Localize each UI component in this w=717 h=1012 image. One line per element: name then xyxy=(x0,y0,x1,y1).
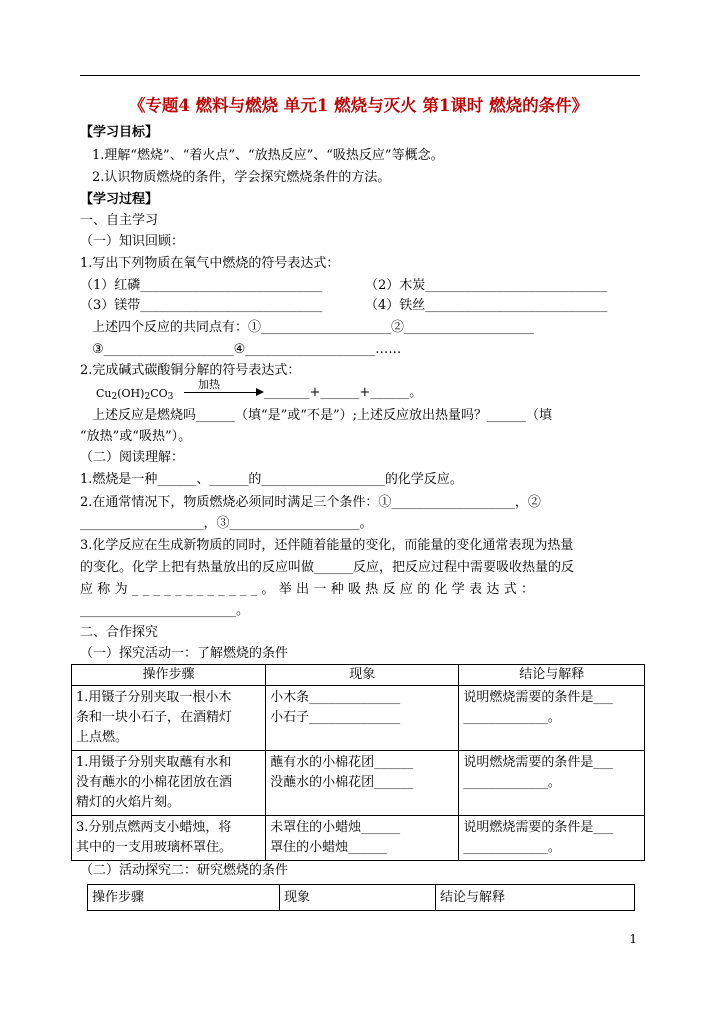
question: 2.完成碱式碳酸铜分解的符号表达式： xyxy=(80,363,301,378)
conclusion-cell: 说明燃烧需要的条件是___ _____________。 xyxy=(459,686,645,751)
table-header-row xyxy=(88,885,635,911)
section-heading: 二、合作探究 xyxy=(80,625,159,640)
phenomenon-cell: 蘸有水的小棉花团______ 没蘸水的小棉花团______ xyxy=(266,751,459,816)
subsection-heading: （一）知识回顾： xyxy=(80,234,185,249)
goal-item: 2.认识物质燃烧的条件，学会探究燃烧条件的方法。 xyxy=(92,170,391,185)
table-header-row xyxy=(72,665,645,686)
answer-line: （1）红磷____________________________ xyxy=(80,278,323,293)
table-header-cell: 操作步骤 xyxy=(88,885,280,911)
paragraph-line: 3.化学反应在生成新物质的同时，还伴随着能量的变化，而能量的变化通常表现为热量 xyxy=(80,538,574,553)
question: 1.写出下列物质在氧气中燃烧的符号表达式： xyxy=(80,256,340,271)
step-cell: 1.用镊子分别夹取一根小木 条和一块小石子，在酒精灯 上点燃。 xyxy=(72,686,266,751)
answer-line: ③____________________④____________________…… xyxy=(92,342,402,357)
answer-line: ___________________，③____________________。 xyxy=(80,516,373,531)
table-header-cell: 操作步骤 xyxy=(72,665,266,686)
chemical-formula: $Cu_2(OH)_2CO_3$ xyxy=(96,387,174,402)
table-header-cell: 现象 xyxy=(266,665,459,686)
answer-line: （4）铁丝____________________________ xyxy=(365,298,608,313)
paragraph-line: ________________________。 xyxy=(80,603,250,618)
step-cell: 3.分别点燃两支小蜡烛，将 其中的一支用玻璃杯罩住。 xyxy=(72,816,266,861)
reaction-condition: 加热 xyxy=(198,378,220,391)
phenomenon-cell: 未罩住的小蜡烛______ 罩住的小蜡烛______ xyxy=(266,816,459,861)
goals-heading: 【学习目标】 xyxy=(80,125,159,140)
reaction-arrow-icon xyxy=(184,392,256,393)
step-cell: 1.用镊子分别夹取蘸有水和 没有蘸水的小棉花团放在酒 精灯的火焰片刻。 xyxy=(72,751,266,816)
subsection-heading: （二）阅读理解： xyxy=(80,450,185,465)
answer-line: 1.燃烧是一种______、______的___________________的化学反应。 xyxy=(80,472,463,487)
experiment-table-2 xyxy=(87,884,635,911)
page-title: 《专题4 燃料与燃烧 单元1 燃烧与灭火 第1课时 燃烧的条件》 xyxy=(128,96,589,115)
answer-line: _______+______+______。 xyxy=(264,385,423,400)
process-heading: 【学习过程】 xyxy=(80,192,159,207)
conclusion-cell: 说明燃烧需要的条件是___ _____________。 xyxy=(459,816,645,861)
paragraph-line: 应称为____________。举出一种吸热反应的化学表达式： xyxy=(80,582,539,597)
table-header-cell: 结论与解释 xyxy=(436,885,635,911)
answer-line: “放热”或“吸热”）。 xyxy=(80,429,192,444)
experiment-table-1 xyxy=(71,664,645,861)
answer-line: （3）镁带____________________________ xyxy=(80,298,323,313)
paragraph-line: 的变化。化学上把有热量放出的反应叫做______反应，把反应过程中需要吸收热量的反 xyxy=(80,560,575,575)
table-header-cell: 现象 xyxy=(280,885,436,911)
page-number: 1 xyxy=(629,932,637,946)
arrow-head-icon xyxy=(256,388,264,396)
phenomenon-cell: 小木条______________ 小石子______________ xyxy=(266,686,459,751)
answer-line: 2.在通常情况下，物质燃烧必须同时满足三个条件：①___________________，② xyxy=(80,495,541,510)
table-header-cell: 结论与解释 xyxy=(459,665,645,686)
table-row xyxy=(72,751,645,816)
header-rule xyxy=(80,75,640,76)
goal-item: 1.理解“燃烧”、“着火点”、“放热反应”、“吸热反应”等概念。 xyxy=(92,148,444,163)
answer-line: （2）木炭____________________________ xyxy=(365,278,608,293)
table-row xyxy=(72,686,645,751)
subsection-heading: （一）探究活动一：了解燃烧的条件 xyxy=(80,646,289,661)
table-row xyxy=(72,816,645,861)
section-heading: 一、自主学习 xyxy=(80,213,159,228)
answer-line: 上述反应是燃烧吗______（填“是”或“不是”）;上述反应放出热量吗？______（填 xyxy=(92,408,552,423)
conclusion-cell: 说明燃烧需要的条件是___ _____________。 xyxy=(459,751,645,816)
answer-line: 上述四个反应的共同点有：①____________________②____________________ xyxy=(92,320,535,335)
subsection-heading: （二）活动探究二：研究燃烧的条件 xyxy=(80,863,289,878)
